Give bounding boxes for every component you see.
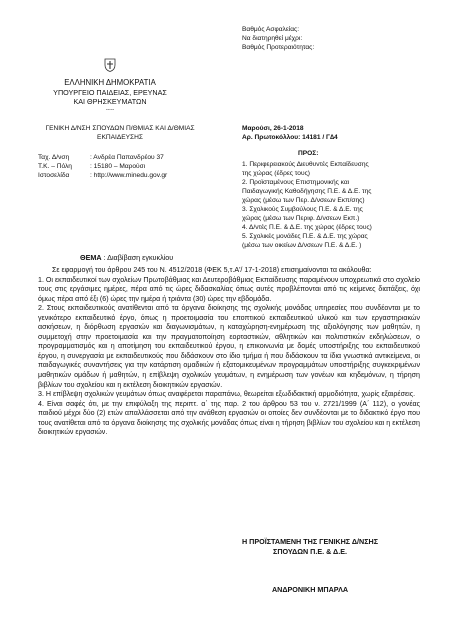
address-label: Ταχ. Δ/νση — [38, 154, 70, 161]
header-separator: ----- — [105, 106, 115, 113]
department-header — [25, 124, 215, 142]
recipient-line: 3. Σχολικούς Συμβούλους Π.Ε. & Δ.Ε. της — [242, 206, 363, 213]
signature-title-line2: ΣΠΟΥΔΩΝ Π.Ε. & Δ.Ε. — [273, 547, 347, 556]
paragraph-1: 1. Οι εκπαιδευτικοί των σχολείων Πρωτοβάθμιας και Δευτεροβάθμιας Εκπαίδευσης παραμένουν υποχρεωτικά στο σχολείο τους στις εργάσιμες ημέρες, πέρα από τις ώρες διδασκαλίας όπως αυτές προβλέπονται από τις κείμενες διατάξεις, όχι όμως πέρα από έξι (6) ώρες την ημέρα ή τριάντα (30) ώρες την εβδομάδα. — [38, 275, 420, 303]
recipient-line: Παιδαγωγικής Καθοδήγησης Π.Ε. & Δ.Ε. της — [242, 188, 372, 195]
paragraph-3: 3. Η επίβλεψη σχολικών γευμάτων όπως αναφέρεται παραπάνω, θεωρείται εξωδιδακτική αρμοδιότητα, χωρίς εξαιρέσεις. — [38, 390, 416, 399]
recipient-line: χώρας (μέσω των Περ. Δ/νσεων Εκπ/σης) — [242, 197, 365, 204]
recipients-label: ΠΡΟΣ: — [298, 150, 319, 157]
recipient-line: 1. Περιφερειακούς Διευθυντές Εκπαίδευσης — [242, 161, 369, 168]
coat-of-arms-icon — [103, 58, 117, 72]
ministry-name-line2: ΚΑΙ ΘΡΗΣΚΕΥΜΑΤΩΝ — [73, 97, 147, 107]
ministry-name-line1: ΥΠΟΥΡΓΕΙΟ ΠΑΙΔΕΙΑΣ, ΕΡΕΥΝΑΣ — [53, 88, 167, 97]
department-line1: ΓΕΝΙΚΗ Δ/ΝΣΗ ΣΠΟΥΔΩΝ Π/ΘΜΙΑΣ ΚΑΙ Δ/ΘΜΙΑΣ — [45, 125, 195, 132]
recipient-line: 2. Προϊσταμένους Επιστημονικής και — [242, 179, 350, 186]
classification-label: Βαθμός Ασφαλείας: — [242, 26, 300, 33]
paragraph-4: 4. Είναι σαφές ότι, με την επιφύλαξη της περιπτ. α΄ της παρ. 2 του άρθρου 53 του ν. 2721/1999 (Α΄ 112), ο γονέας παιδιού μέχρι δύο (2) ετών απαλλάσσεται από την ανάθεση εργασιών οι οποίες δεν συνδέονται με το διδακτικό έργο που τους ανατίθεται από τα όργανα διοίκησης της σχολικής μονάδας όπως είναι η τήρηση βιβλίων του σχολείου και η εκτέλεση διοικητικών εργασιών. — [38, 399, 420, 437]
postcode-value: : 15180 – Μαρούσι — [90, 163, 146, 170]
subject-label: ΘΕΜΑ — [80, 253, 102, 262]
signature-title-line1: Η ΠΡΟΪΣΤΑΜΕΝΗ ΤΗΣ ΓΕΝΙΚΗΣ Δ/ΝΣΗΣ — [241, 537, 379, 546]
retention-label: Να διατηρηθεί μέχρι: — [242, 35, 303, 42]
website-value: : http://www.minedu.gov.gr — [90, 172, 168, 179]
signature-block — [200, 537, 420, 557]
recipient-line: (μέσω των οικείων Δ/νσεων Π.Ε. & Δ.Ε. ) — [242, 242, 362, 249]
contact-block — [38, 153, 167, 180]
recipient-line: 4. Δ/ντές Π.Ε. & Δ.Ε. της χώρας (έδρες τους) — [242, 224, 372, 231]
security-block — [242, 25, 314, 52]
subject-text: : Διαβίβαση εγκυκλίου — [101, 253, 174, 262]
department-line2: ΕΚΠΑΙΔΕΥΣΗΣ — [97, 134, 143, 141]
subject-line — [80, 253, 173, 262]
intro-paragraph: Σε εφαρμογή του άρθρου 245 του Ν. 4512/2018 (ΦΕΚ 5,τ.Α'/ 17-1-2018) επισημαίνονται τα ακόλουθα: — [52, 266, 372, 274]
address-value: : Ανδρέα Παπανδρέου 37 — [90, 154, 164, 161]
postcode-label: Τ.Κ. – Πόλη — [38, 163, 72, 170]
recipients-list — [242, 160, 372, 250]
protocol-number: Αρ. Πρωτοκόλλου: 14181 / Γ∆4 — [242, 134, 338, 141]
place-date: Μαρούσι, 26-1-2018 — [242, 125, 304, 132]
paragraph-2: 2. Στους εκπαιδευτικούς ανατίθενται από τα όργανα διοίκησης της σχολικής μονάδας υπηρεσίες που συνδέονται με το γενικότερο εκπαιδευτικό έργο, όπως η προετοιμασία του εποπτικού εκπαιδευτικού υλικού και των εργαστηριακών ασκήσεων, η διόρθωση εργασιών και διαγωνισμάτων, η καταχώρηση-ενημέρωση της αξιολόγησης των μαθητών, η συμμετοχή στην προετοιμασία και την πραγματοποίηση εορταστικών, αθλητικών και πολιτιστικών εκδηλώσεων, ο προγραμματισμός και η αποτίμηση του εκπαιδευτικού έργου, η επικοινωνία με δομές υποστήριξης του εκπαιδευτικού έργου, η συνεργασία με εκπαιδευτικούς που διδάσκουν στο ίδιο τμήμα ή που διδάσκουν τα ίδια γνωστικά αντικείμενα, οι παιδαγωγικές συναντήσεις για την κατάρτιση ομαδικών ή εξατομικευμένων προγραμμάτων υποστήριξης συγκεκριμένων μαθητικών ομάδων ή μαθητών, η επίβλεψη σχολικών γευμάτων, η ενημέρωση των γονέων και κηδεμόνων, η τήρηση βιβλίων του σχολείου και η εκτέλεση διοικητικών εργασιών. — [38, 304, 420, 389]
ministry-header — [30, 78, 190, 114]
document-meta — [242, 124, 338, 142]
recipient-line: 5. Σχολικές μονάδες Π.Ε. & Δ.Ε. της χώρας — [242, 233, 368, 240]
signatory-name: ΑΝΔΡΟΝΙΚΗ ΜΠΑΡΛΑ — [271, 585, 349, 594]
website-label: Ιστοσελίδα — [38, 172, 70, 179]
recipient-line: χώρας (μέσω των Περιφ. Δ/νσεων Εκπ.) — [242, 215, 360, 222]
body-text — [38, 266, 420, 438]
recipient-line: της χώρας (έδρες τους) — [242, 170, 310, 177]
priority-label: Βαθμός Προτεραιότητας: — [242, 44, 315, 51]
republic-title: ΕΛΛΗΝΙΚΗ ΔΗΜΟΚΡΑΤΙΑ — [64, 78, 156, 87]
